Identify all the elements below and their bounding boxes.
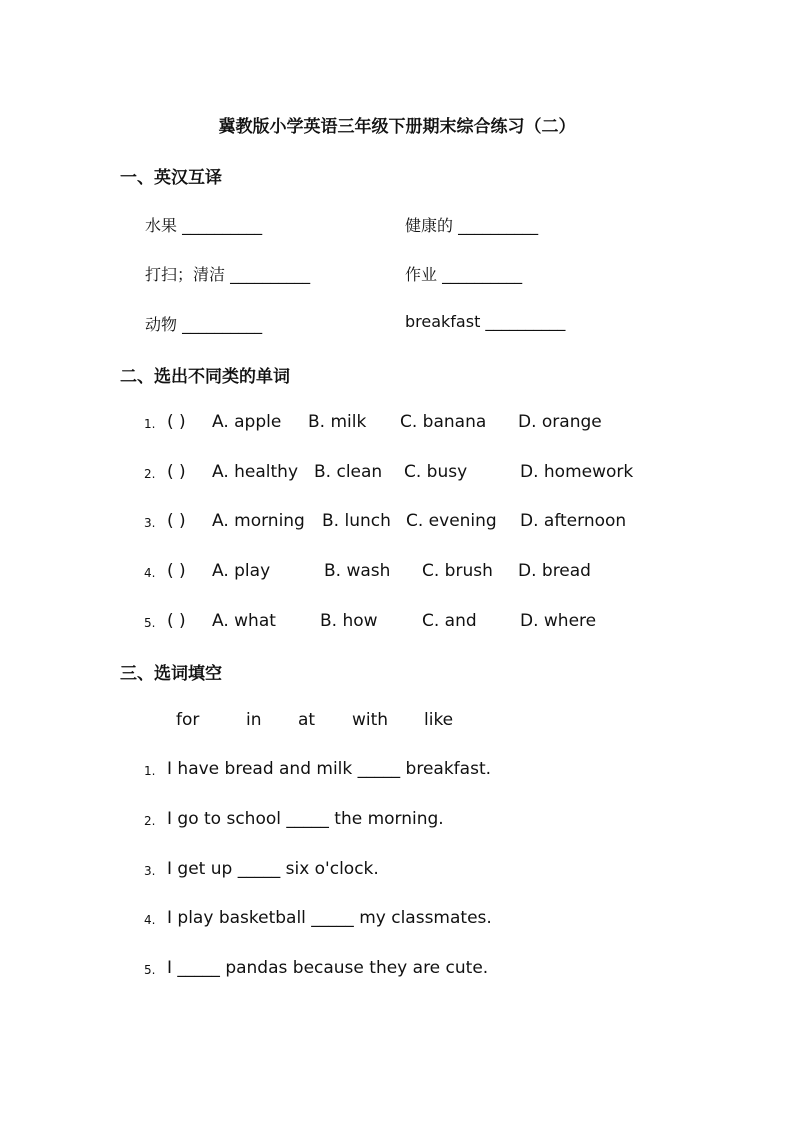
question-number: 1. — [144, 417, 156, 431]
option-d: D. homework — [520, 462, 634, 482]
word-bank-item: in — [246, 710, 262, 730]
vocab-item: 水果 __________ — [145, 216, 263, 235]
option-b: B. lunch — [322, 511, 391, 531]
option-b: B. how — [320, 611, 378, 631]
sentence-text: I go to school _____ the morning. — [167, 809, 444, 829]
sentence-text: I _____ pandas because they are cute. — [167, 958, 489, 978]
sentence-number: 4. — [144, 913, 156, 927]
vocab-item: 健康的 __________ — [405, 216, 539, 235]
option-b: B. wash — [324, 561, 391, 581]
sentence-number: 1. — [144, 764, 156, 778]
option-c: C. banana — [400, 412, 487, 432]
option-b: B. clean — [314, 462, 383, 482]
sentence-number: 3. — [144, 864, 156, 878]
sentence-number: 2. — [144, 814, 156, 828]
option-d: D. where — [520, 611, 597, 631]
option-b: B. milk — [308, 412, 367, 432]
vocab-item: 动物 __________ — [145, 315, 263, 334]
word-bank-item: like — [424, 710, 454, 730]
option-c: C. busy — [404, 462, 468, 482]
vocab-item: breakfast __________ — [405, 312, 566, 331]
page-title: 冀教版小学英语三年级下册期末综合练习（二） — [218, 117, 576, 137]
sentence-text: I play basketball _____ my classmates. — [167, 908, 492, 928]
word-bank-item: at — [298, 710, 316, 730]
option-d: D. bread — [518, 561, 591, 581]
vocab-item: 打扫；清洁 __________ — [145, 265, 311, 284]
section-2-heading: 二、选出不同类的单词 — [120, 367, 290, 387]
word-bank-item: for — [176, 710, 200, 730]
answer-blank: ( ) — [167, 611, 186, 631]
option-d: D. orange — [518, 412, 602, 432]
answer-blank: ( ) — [167, 561, 186, 581]
question-number: 4. — [144, 566, 156, 580]
section-1-heading: 一、英汉互译 — [120, 168, 222, 188]
sentence-text: I get up _____ six o'clock. — [167, 859, 379, 879]
option-d: D. afternoon — [520, 511, 627, 531]
option-a: A. play — [212, 561, 271, 581]
question-number: 3. — [144, 516, 156, 530]
option-a: A. healthy — [212, 462, 299, 482]
sentence-number: 5. — [144, 963, 156, 977]
option-a: A. what — [212, 611, 276, 631]
answer-blank: ( ) — [167, 412, 186, 432]
word-bank-item: with — [352, 710, 389, 730]
option-a: A. morning — [212, 511, 305, 531]
question-number: 2. — [144, 467, 156, 481]
answer-blank: ( ) — [167, 511, 186, 531]
option-c: C. evening — [406, 511, 497, 531]
option-c: C. and — [422, 611, 477, 631]
answer-blank: ( ) — [167, 462, 186, 482]
vocab-item: 作业 __________ — [405, 265, 523, 284]
section-3-heading: 三、选词填空 — [120, 664, 222, 684]
option-c: C. brush — [422, 561, 493, 581]
sentence-text: I have bread and milk _____ breakfast. — [167, 759, 492, 779]
option-a: A. apple — [212, 412, 282, 432]
question-number: 5. — [144, 616, 156, 630]
